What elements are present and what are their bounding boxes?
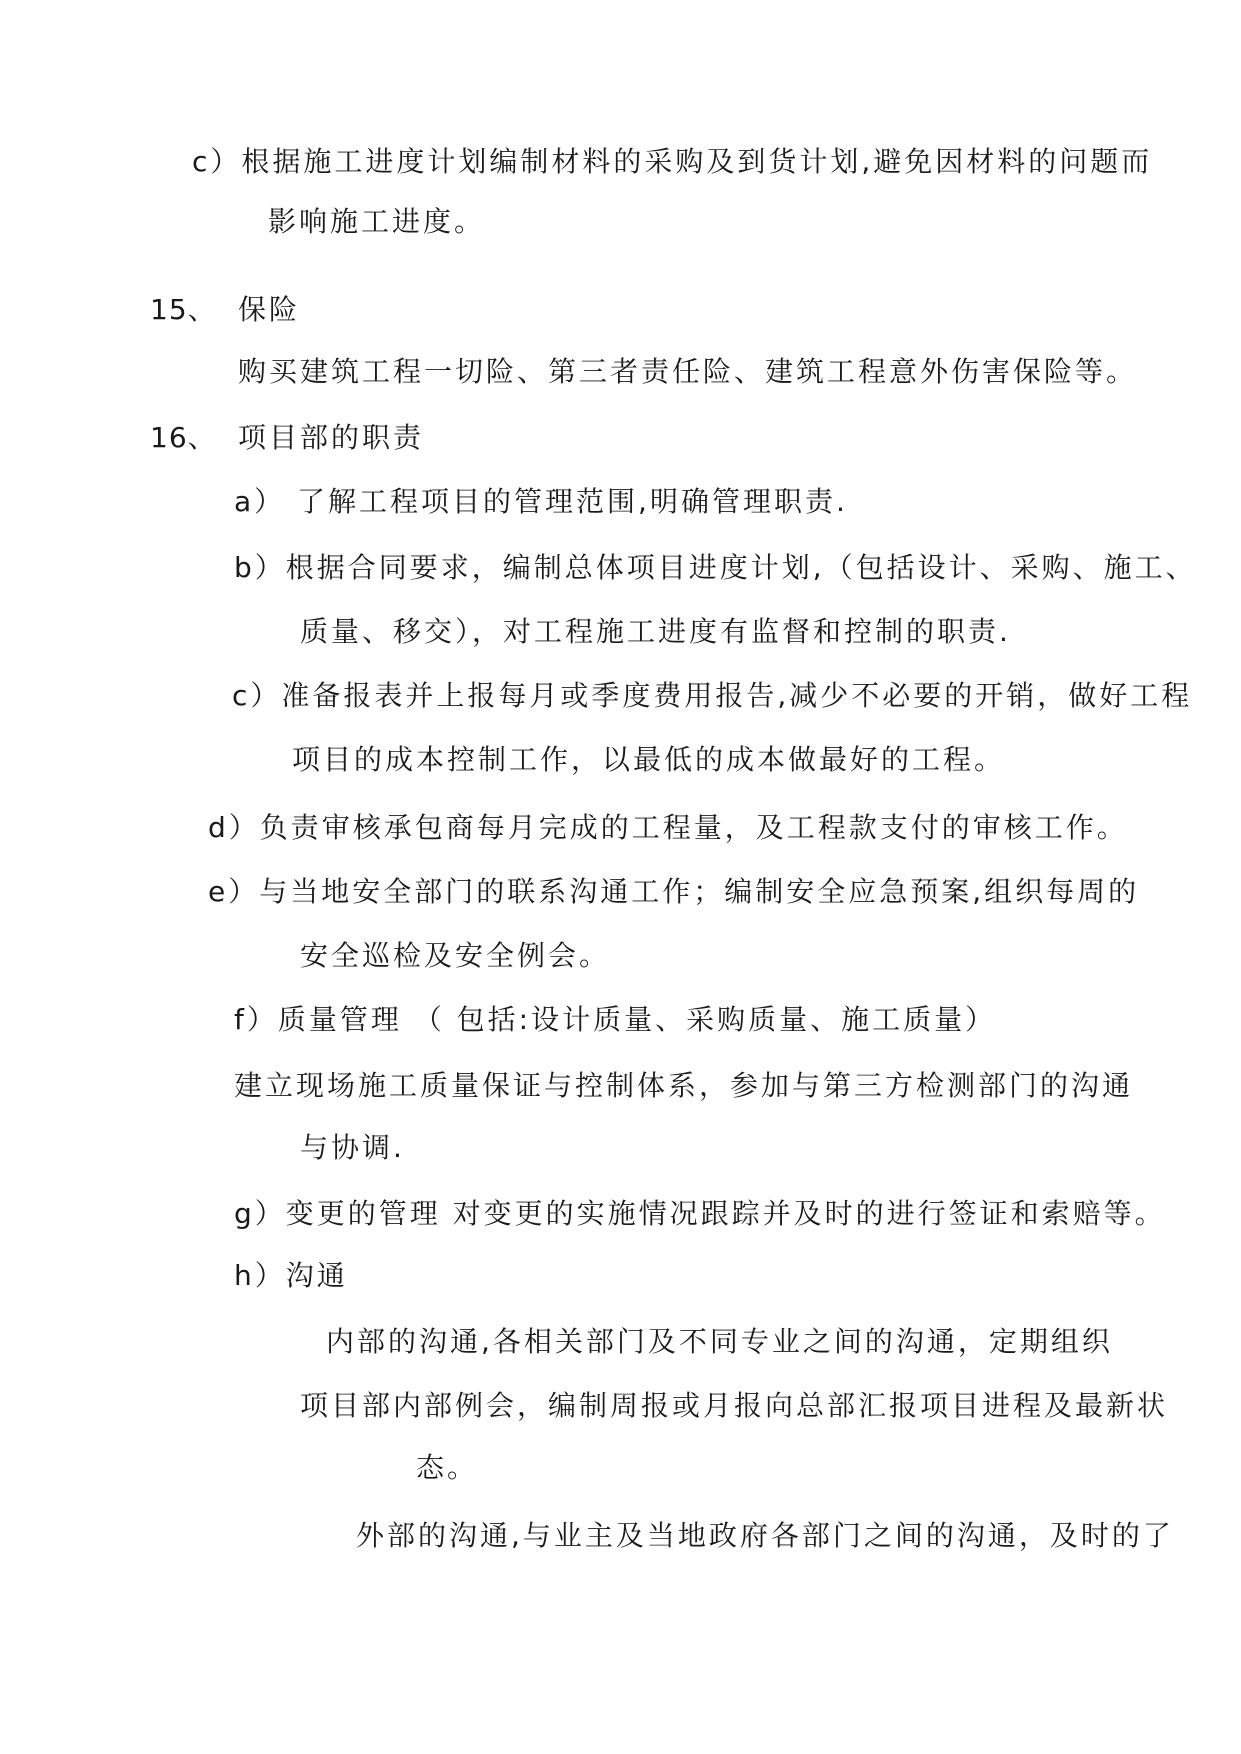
text-line: c）准备报表并上报每月或季度费用报告,减少不必要的开销，做好工程 bbox=[232, 679, 1193, 712]
text-line: c）根据施工进度计划编制材料的采购及到货计划,避免因材料的问题而 bbox=[192, 145, 1153, 178]
section-number: 16、 bbox=[150, 421, 217, 454]
text-line: g）变更的管理 对变更的实施情况跟踪并及时的进行签证和索赔等。 bbox=[234, 1197, 1166, 1230]
text-line: 内部的沟通,各相关部门及不同专业之间的沟通，定期组织 bbox=[326, 1325, 1113, 1358]
section-number: 15、 bbox=[150, 293, 217, 326]
text-line: f）质量管理 （ 包括:设计质量、采购质量、施工质量） bbox=[234, 1003, 997, 1036]
section-heading: 保险 bbox=[238, 293, 301, 326]
text-line: b）根据合同要求，编制总体项目进度计划,（包括设计、采购、施工、 bbox=[234, 551, 1197, 584]
text-line: 影响施工进度。 bbox=[268, 205, 486, 238]
text-line: h）沟通 bbox=[234, 1259, 348, 1292]
text-line: d）负责审核承包商每月完成的工程量，及工程款支付的审核工作。 bbox=[208, 811, 1128, 844]
text-line: 购买建筑工程一切险、第三者责任险、建筑工程意外伤害保险等。 bbox=[238, 355, 1138, 388]
section-heading: 项目部的职责 bbox=[238, 421, 425, 454]
text-line: e）与当地安全部门的联系沟通工作；编制安全应急预案,组织每周的 bbox=[208, 875, 1140, 908]
text-line: 质量、移交），对工程施工进度有监督和控制的职责. bbox=[300, 615, 1011, 648]
text-line: 项目部内部例会，编制周报或月报向总部汇报项目进程及最新状 bbox=[300, 1389, 1169, 1422]
text-line: 建立现场施工质量保证与控制体系，参加与第三方检测部门的沟通 bbox=[234, 1069, 1134, 1102]
text-line: 与协调. bbox=[300, 1131, 405, 1164]
text-line: 安全巡检及安全例会。 bbox=[300, 939, 611, 972]
text-line: 态。 bbox=[416, 1451, 479, 1484]
text-line: a） 了解工程项目的管理范围,明确管理职责. bbox=[234, 485, 848, 518]
text-line: 外部的沟通,与业主及当地政府各部门之间的沟通，及时的了 bbox=[356, 1519, 1174, 1552]
text-line: 项目的成本控制工作，以最低的成本做最好的工程。 bbox=[292, 743, 1006, 776]
